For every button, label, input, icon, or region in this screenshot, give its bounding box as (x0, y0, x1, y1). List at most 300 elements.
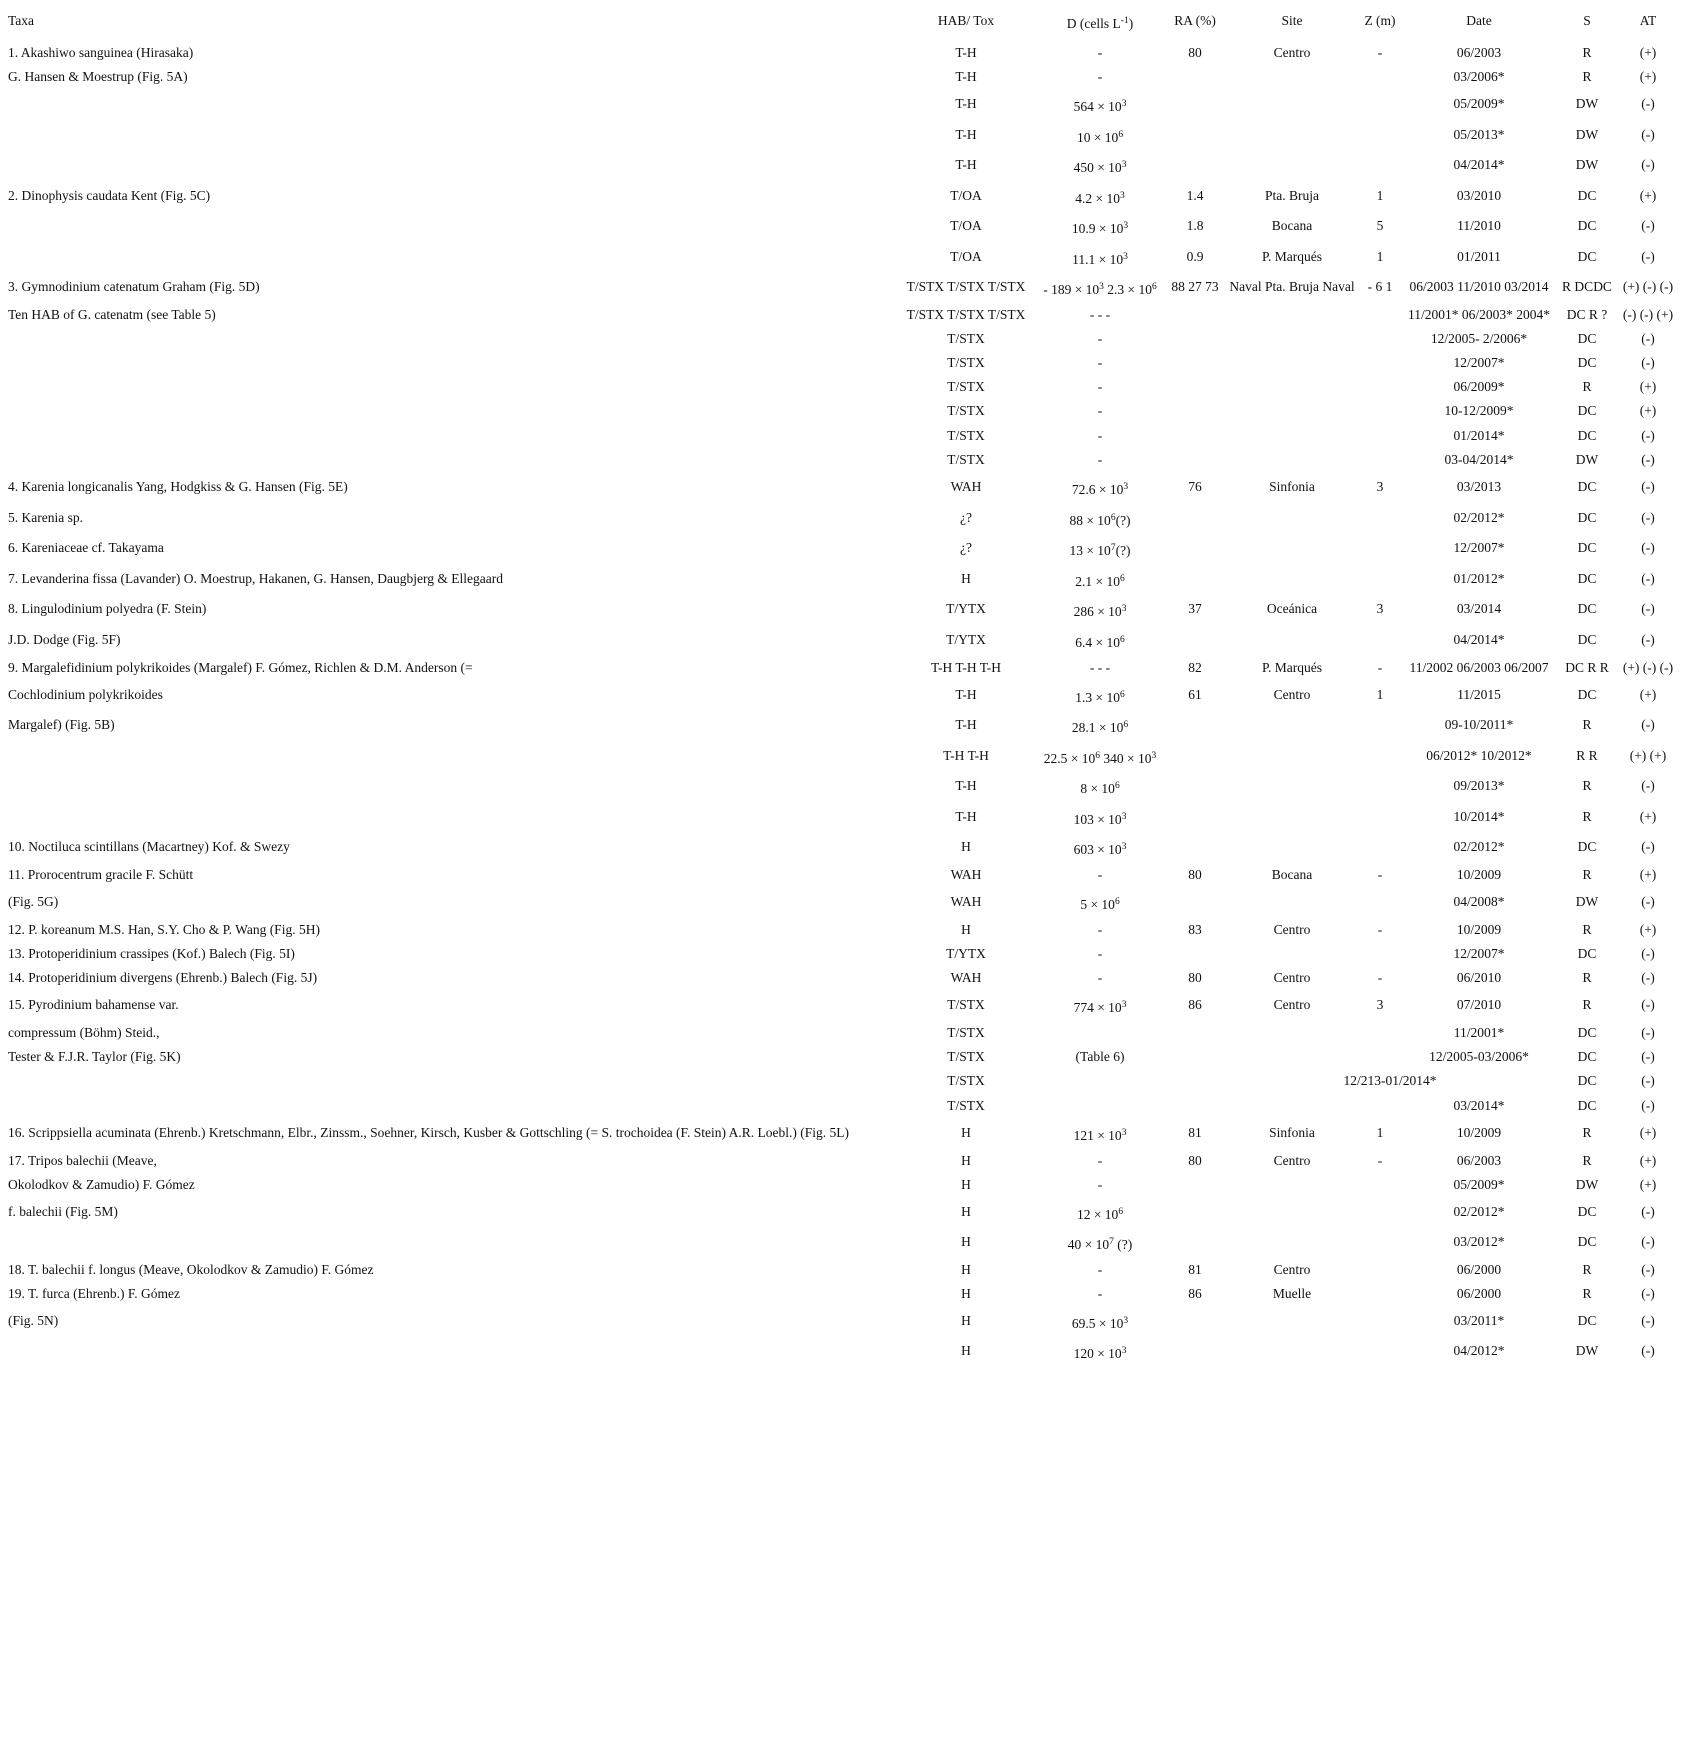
header-date: Date (1466, 13, 1492, 28)
taxa-cell: 6. Kareniaceae cf. Takayama (8, 540, 164, 555)
date-cell: 12/2007* (1453, 946, 1505, 961)
season-cell: R (1582, 997, 1592, 1012)
depth-cell: 1 (1376, 687, 1384, 702)
hab-cell: WAH (950, 479, 982, 494)
at-cell: (-) (1641, 1313, 1655, 1328)
season-cell: R (1582, 778, 1592, 793)
at-cell: (+) (-) (-) (1622, 279, 1674, 294)
at-cell: (-) (-) (+) (1622, 307, 1674, 322)
at-cell: (+) (1639, 69, 1657, 84)
hab-cell: WAH (950, 970, 982, 985)
date-cell: 03/2010 (1456, 188, 1502, 203)
season-cell: DC R R (1565, 660, 1609, 675)
season-cell: DC (1577, 403, 1597, 418)
season-cell: R (1582, 45, 1592, 60)
date-cell: 10/2009 (1456, 1125, 1502, 1140)
at-cell: (-) (1641, 1025, 1655, 1040)
ra-cell: 80 (1188, 45, 1202, 60)
density-cell: - (1097, 428, 1103, 443)
date-cell: 06/2009* (1453, 379, 1505, 394)
at-cell: (+) (1639, 809, 1657, 824)
at-cell: (-) (1641, 1204, 1655, 1219)
density-cell: $8 \times 10^6$ (1080, 781, 1120, 796)
taxa-cell: 11. Prorocentrum gracile F. Schütt (8, 867, 194, 882)
header-site: Site (1281, 13, 1303, 28)
ra-cell: 80 (1188, 867, 1202, 882)
date-cell: 09/2013* (1453, 778, 1505, 793)
site-cell: Bocana (1271, 867, 1313, 882)
ra-cell: 86 (1188, 997, 1202, 1012)
date-cell: 04/2014* (1453, 632, 1505, 647)
depth-cell: - (1377, 970, 1383, 985)
density-cell: - - - (1089, 307, 1111, 322)
at-cell: (+) (1639, 1153, 1657, 1168)
table-row (0, 540, 1684, 568)
table-row (0, 1343, 1684, 1371)
hab-cell: H (961, 1286, 971, 1301)
at-cell: (+) (1639, 403, 1657, 418)
table-row (0, 970, 1684, 998)
date-cell: 06/2003 (1456, 1153, 1502, 1168)
at-cell: (-) (1641, 218, 1655, 233)
table-row (0, 1125, 1684, 1153)
table-row (0, 867, 1684, 895)
hab-cell: T-H (955, 717, 977, 732)
date-cell: 03/2012* (1453, 1234, 1505, 1249)
taxa-cell: f. balechii (Fig. 5M) (8, 1204, 118, 1219)
hab-cell: H (961, 1153, 971, 1168)
hab-cell: ¿? (960, 510, 972, 525)
taxa-cell: 1. Akashiwo sanguinea (Hirasaka) (8, 45, 194, 60)
season-cell: DW (1575, 452, 1599, 467)
at-cell: (-) (1641, 428, 1655, 443)
table-row (0, 748, 1684, 776)
taxa-cell: compressum (Böhm) Steid., (8, 1025, 160, 1040)
taxa-cell: 16. Scrippsiella acuminata (Ehrenb.) Kretschmann, Elbr., Zinssm., Soehner, Kirsch, Kusber & Gottschling (= S. trochoidea (F. Stein) A.R. Loebl.) (Fig. 5L) (8, 1125, 849, 1140)
table-row (0, 839, 1684, 867)
table-row (0, 510, 1684, 538)
hab-cell: T-H (955, 778, 977, 793)
hab-cell: T-H (955, 809, 977, 824)
hab-cell: T/STX (947, 379, 985, 394)
date-cell: 06/2010 (1456, 970, 1502, 985)
date-cell: 03/2013 (1456, 479, 1502, 494)
depth-cell: 1 (1376, 1125, 1384, 1140)
density-cell: $10 \times 10^6$ (1076, 130, 1124, 145)
site-cell: Oceánica (1266, 601, 1318, 616)
table-row (0, 687, 1684, 715)
density-cell: $603 \times 10^3$ (1073, 842, 1127, 857)
at-cell: (-) (1641, 127, 1655, 142)
at-cell: (-) (1641, 1262, 1655, 1277)
at-cell: (-) (1641, 970, 1655, 985)
depth-cell: 1 (1376, 249, 1384, 264)
season-cell: DW (1575, 127, 1599, 142)
season-cell: DC (1577, 687, 1597, 702)
date-cell: 11/2001* 06/2003* 2004* (1407, 307, 1551, 322)
table-row (0, 96, 1684, 124)
season-cell: R (1582, 69, 1592, 84)
at-cell: (+) (1639, 687, 1657, 702)
taxa-cell: Tester & F.J.R. Taylor (Fig. 5K) (8, 1049, 181, 1064)
season-cell: R (1582, 1153, 1592, 1168)
hab-cell: H (961, 1234, 971, 1249)
taxa-cell: 9. Margalefidinium polykrikoides (Margalef) F. Gómez, Richlen & D.M. Anderson (= (8, 660, 473, 675)
taxa-cell: Cochlodinium polykrikoides (8, 687, 163, 702)
header-d: D (cells $L^{-1}$) (1066, 16, 1134, 31)
hab-cell: H (961, 922, 971, 937)
table-row (0, 1286, 1684, 1314)
season-cell: DC R ? (1566, 307, 1608, 322)
density-cell: - (1097, 922, 1103, 937)
at-cell: (-) (1641, 331, 1655, 346)
depth-cell: 12/213-01/2014* (1343, 1073, 1437, 1088)
season-cell: DC (1577, 601, 1597, 616)
density-cell: $72.6 \times 10^3$ (1071, 482, 1129, 497)
header-ra: RA (%) (1174, 13, 1216, 28)
taxa-cell: G. Hansen & Moestrup (Fig. 5A) (8, 69, 188, 84)
header-z: Z (m) (1364, 13, 1396, 28)
date-cell: 12/2005-03/2006* (1429, 1049, 1529, 1064)
hab-cell: H (961, 1262, 971, 1277)
density-cell: $121 \times 10^3$ (1073, 1128, 1127, 1143)
taxa-cell: 4. Karenia longicanalis Yang, Hodgkiss & G. Hansen (Fig. 5E) (8, 479, 348, 494)
season-cell: R (1582, 379, 1592, 394)
header-row (0, 13, 1684, 41)
hab-cell: H (961, 1343, 971, 1358)
taxa-cell: 17. Tripos balechii (Meave, (8, 1153, 157, 1168)
date-cell: 05/2009* (1453, 1177, 1505, 1192)
ra-cell: 80 (1188, 970, 1202, 985)
season-cell: R (1582, 809, 1592, 824)
at-cell: (-) (1641, 1098, 1655, 1113)
season-cell: DC (1577, 1073, 1597, 1088)
site-cell: Sinfonia (1269, 479, 1315, 494)
date-cell: 03/2006* (1453, 69, 1505, 84)
season-cell: R (1582, 1125, 1592, 1140)
date-cell: 01/2014* (1453, 428, 1505, 443)
date-cell: 05/2009* (1453, 96, 1505, 111)
date-cell: 04/2014* (1453, 157, 1505, 172)
density-cell: - (1097, 45, 1103, 60)
hab-cell: T/OA (950, 218, 982, 233)
at-cell: (+) (1639, 1177, 1657, 1192)
table-row (0, 403, 1684, 431)
hab-cell: T/STX (947, 452, 985, 467)
table-row (0, 809, 1684, 837)
at-cell: (-) (1641, 1049, 1655, 1064)
season-cell: DW (1575, 894, 1599, 909)
at-cell: (+) (1639, 1125, 1657, 1140)
density-cell: $88 \times 10^6(?)$ (1069, 513, 1131, 528)
hab-cell: T-H (955, 127, 977, 142)
taxa-cell: 8. Lingulodinium polyedra (F. Stein) (8, 601, 207, 616)
at-cell: (-) (1641, 997, 1655, 1012)
ra-cell: 83 (1188, 922, 1202, 937)
hab-cell: T/STX (947, 1098, 985, 1113)
density-cell: (Table 6) (1075, 1049, 1125, 1064)
season-cell: R (1582, 1262, 1592, 1277)
density-cell: $1.3 \times 10^6$ (1075, 690, 1125, 705)
hab-cell: T-H (955, 45, 977, 60)
hab-cell: T/OA (950, 188, 982, 203)
hab-cell: T/STX (947, 428, 985, 443)
taxa-cell: 12. P. koreanum M.S. Han, S.Y. Cho & P. Wang (Fig. 5H) (8, 922, 320, 937)
site-cell: Pta. Bruja (1265, 188, 1319, 203)
site-cell: Centro (1273, 1153, 1311, 1168)
density-cell: - (1097, 379, 1103, 394)
header-hab: HAB/ Tox (937, 13, 995, 28)
site-cell: Sinfonia (1269, 1125, 1315, 1140)
hab-cell: H (961, 1313, 971, 1328)
depth-cell: 5 (1376, 218, 1384, 233)
density-cell: - (1097, 1286, 1103, 1301)
at-cell: (-) (1641, 632, 1655, 647)
table-row (0, 127, 1684, 155)
date-cell: 01/2011 (1457, 249, 1501, 264)
taxa-cell: 13. Protoperidinium crassipes (Kof.) Balech (Fig. 5I) (8, 946, 295, 961)
ra-cell: 81 (1188, 1262, 1202, 1277)
hab-cell: T/STX (947, 1073, 985, 1088)
depth-cell: - (1377, 45, 1383, 60)
table-row (0, 157, 1684, 185)
ra-cell: 80 (1188, 1153, 1202, 1168)
at-cell: (-) (1641, 839, 1655, 854)
ra-cell: 88 27 73 (1171, 279, 1219, 294)
season-cell: DC (1577, 839, 1597, 854)
site-cell: Muelle (1272, 1286, 1312, 1301)
table-row (0, 1313, 1684, 1341)
hab-cell: T/YTX (946, 632, 986, 647)
date-cell: 12/2005- 2/2006* (1430, 331, 1528, 346)
table-row (0, 188, 1684, 216)
season-cell: R (1582, 867, 1592, 882)
density-cell: - (1097, 355, 1103, 370)
density-cell: $6.4 \times 10^6$ (1075, 635, 1125, 650)
depth-cell: - (1377, 1153, 1383, 1168)
density-cell: - (1097, 69, 1103, 84)
hab-cell: T/STX (947, 403, 985, 418)
density-cell: $22.5 \times 10^6$ $340 \times 10^3$ (1043, 751, 1157, 766)
season-cell: R (1582, 970, 1592, 985)
density-cell: $13 \times 10^7(?)$ (1069, 543, 1131, 558)
at-cell: (-) (1641, 894, 1655, 909)
ra-cell: 86 (1188, 1286, 1202, 1301)
season-cell: DW (1575, 1177, 1599, 1192)
density-cell: $564 \times 10^3$ (1073, 99, 1127, 114)
at-cell: (-) (1641, 452, 1655, 467)
hab-cell: H (961, 571, 971, 586)
date-cell: 06/2003 (1456, 45, 1502, 60)
density-cell: $69.5 \times 10^3$ (1071, 1316, 1129, 1331)
site-cell: P. Marqués (1262, 249, 1322, 264)
at-cell: (-) (1641, 946, 1655, 961)
taxa-cell: J.D. Dodge (Fig. 5F) (8, 632, 121, 647)
density-cell: $774 \times 10^3$ (1073, 1000, 1127, 1015)
table-row (0, 452, 1684, 480)
table-row (0, 1098, 1684, 1126)
density-cell: - $189 \times 10^3$ $2.3 \times 10^6$ (1043, 282, 1157, 297)
table-row (0, 632, 1684, 660)
at-cell: (-) (1641, 540, 1655, 555)
hab-cell: H (961, 839, 971, 854)
hab-cell: T/STX T/STX T/STX (906, 279, 1026, 294)
table-row (0, 479, 1684, 507)
hab-cell: T-H T-H (943, 748, 989, 763)
density-cell: $4.2 \times 10^3$ (1075, 191, 1125, 206)
date-cell: 03/2014* (1453, 1098, 1505, 1113)
table-row (0, 717, 1684, 745)
date-cell: 03/2011* (1453, 1313, 1505, 1328)
ra-cell: 61 (1188, 687, 1202, 702)
hab-cell: ¿? (960, 540, 972, 555)
table-row (0, 218, 1684, 246)
date-cell: 11/2002 06/2003 06/2007 (1409, 660, 1549, 675)
season-cell: DC (1577, 1313, 1597, 1328)
hab-cell: H (961, 1125, 971, 1140)
hab-cell: T/YTX (946, 601, 986, 616)
table-row (0, 249, 1684, 277)
density-cell: $286 \times 10^3$ (1073, 604, 1127, 619)
at-cell: (-) (1641, 479, 1655, 494)
at-cell: (-) (1641, 571, 1655, 586)
header-taxa: Taxa (8, 13, 35, 28)
depth-cell: - 6 1 (1367, 279, 1393, 294)
taxa-cell: 3. Gymnodinium catenatum Graham (Fig. 5D) (8, 279, 260, 294)
site-cell: Bocana (1271, 218, 1313, 233)
date-cell: 02/2012* (1453, 1204, 1505, 1219)
hab-cell: H (961, 1177, 971, 1192)
table-row (0, 1234, 1684, 1262)
hab-cell: T-H (955, 69, 977, 84)
hab-cell: T/YTX (946, 946, 986, 961)
season-cell: DW (1575, 1343, 1599, 1358)
season-cell: DC (1577, 218, 1597, 233)
depth-cell: 1 (1376, 188, 1384, 203)
ra-cell: 76 (1188, 479, 1202, 494)
header-at: AT (1639, 13, 1657, 28)
at-cell: (+) (-) (-) (1622, 660, 1674, 675)
ra-cell: 1.4 (1186, 188, 1204, 203)
table-row (0, 279, 1684, 307)
density-cell: - (1097, 331, 1103, 346)
date-cell: 05/2013* (1453, 127, 1505, 142)
taxa-cell: 14. Protoperidinium divergens (Ehrenb.) Balech (Fig. 5J) (8, 970, 318, 985)
date-cell: 12/2007* (1453, 355, 1505, 370)
header-s: S (1583, 13, 1591, 28)
density-cell: - (1097, 1153, 1103, 1168)
at-cell: (-) (1641, 1286, 1655, 1301)
site-cell: Centro (1273, 997, 1311, 1012)
at-cell: (-) (1641, 249, 1655, 264)
density-cell: $28.1 \times 10^6$ (1071, 720, 1129, 735)
hab-cell: WAH (950, 867, 982, 882)
hab-cell: T/STX T/STX T/STX (906, 307, 1026, 322)
date-cell: 06/2012* 10/2012* (1426, 748, 1532, 763)
density-cell: $5 \times 10^6$ (1080, 897, 1120, 912)
season-cell: R DCDC (1562, 279, 1612, 294)
density-cell: - (1097, 946, 1103, 961)
date-cell: 11/2010 (1457, 218, 1501, 233)
date-cell: 04/2008* (1453, 894, 1505, 909)
date-cell: 04/2012* (1453, 1343, 1505, 1358)
hab-cell: T/STX (947, 997, 985, 1012)
season-cell: DC (1577, 1025, 1597, 1040)
date-cell: 01/2012* (1453, 571, 1505, 586)
at-cell: (+) (1639, 379, 1657, 394)
density-cell: $12 \times 10^6$ (1076, 1207, 1124, 1222)
season-cell: DC (1577, 632, 1597, 647)
hab-cell: T-H (955, 157, 977, 172)
date-cell: 06/2003 11/2010 03/2014 (1409, 279, 1549, 294)
site-cell: Naval Pta. Bruja Naval (1229, 279, 1355, 294)
ra-cell: 1.8 (1186, 218, 1204, 233)
site-cell: Centro (1273, 687, 1311, 702)
density-cell: $103 \times 10^3$ (1073, 812, 1127, 827)
at-cell: (+) (1639, 188, 1657, 203)
season-cell: DW (1575, 96, 1599, 111)
density-cell: - (1097, 1177, 1103, 1192)
season-cell: DC (1577, 331, 1597, 346)
season-cell: DC (1577, 571, 1597, 586)
density-cell: $120 \times 10^3$ (1073, 1346, 1127, 1361)
ra-cell: 37 (1188, 601, 1202, 616)
date-cell: 03/2014 (1456, 601, 1502, 616)
density-cell: - (1097, 1262, 1103, 1277)
date-cell: 03-04/2014* (1444, 452, 1514, 467)
hab-cell: T/OA (950, 249, 982, 264)
season-cell: DC (1577, 428, 1597, 443)
date-cell: 10-12/2009* (1444, 403, 1514, 418)
ra-cell: 81 (1188, 1125, 1202, 1140)
season-cell: R R (1576, 748, 1598, 763)
table-row (0, 601, 1684, 629)
season-cell: DC (1577, 249, 1597, 264)
at-cell: (-) (1641, 717, 1655, 732)
date-cell: 10/2009 (1456, 922, 1502, 937)
season-cell: DC (1577, 1234, 1597, 1249)
at-cell: (-) (1641, 1343, 1655, 1358)
ra-cell: 82 (1188, 660, 1202, 675)
hab-cell: T-H T-H T-H (930, 660, 1002, 675)
density-cell: - (1097, 452, 1103, 467)
table-row (0, 660, 1684, 688)
density-cell: $40 \times 10^7$ (?) (1067, 1237, 1133, 1252)
date-cell: 10/2014* (1453, 809, 1505, 824)
table-row (0, 1177, 1684, 1205)
depth-cell: 3 (1376, 997, 1384, 1012)
density-cell: $450 \times 10^3$ (1073, 160, 1127, 175)
depth-cell: - (1377, 660, 1383, 675)
at-cell: (+) (1639, 922, 1657, 937)
taxa-cell: 5. Karenia sp. (8, 510, 83, 525)
at-cell: (-) (1641, 601, 1655, 616)
site-cell: Centro (1273, 45, 1311, 60)
table-row (0, 894, 1684, 922)
season-cell: R (1582, 717, 1592, 732)
table-row (0, 571, 1684, 599)
date-cell: 11/2001* (1453, 1025, 1505, 1040)
at-cell: (-) (1641, 1073, 1655, 1088)
season-cell: DC (1577, 1204, 1597, 1219)
taxa-cell: 2. Dinophysis caudata Kent (Fig. 5C) (8, 188, 211, 203)
taxa-cell: 19. T. furca (Ehrenb.) F. Gómez (8, 1286, 180, 1301)
date-cell: 10/2009 (1456, 867, 1502, 882)
hab-cell: T/STX (947, 331, 985, 346)
site-cell: Centro (1273, 922, 1311, 937)
hab-cell: T/STX (947, 355, 985, 370)
density-cell: $10.9 \times 10^3$ (1071, 221, 1129, 236)
